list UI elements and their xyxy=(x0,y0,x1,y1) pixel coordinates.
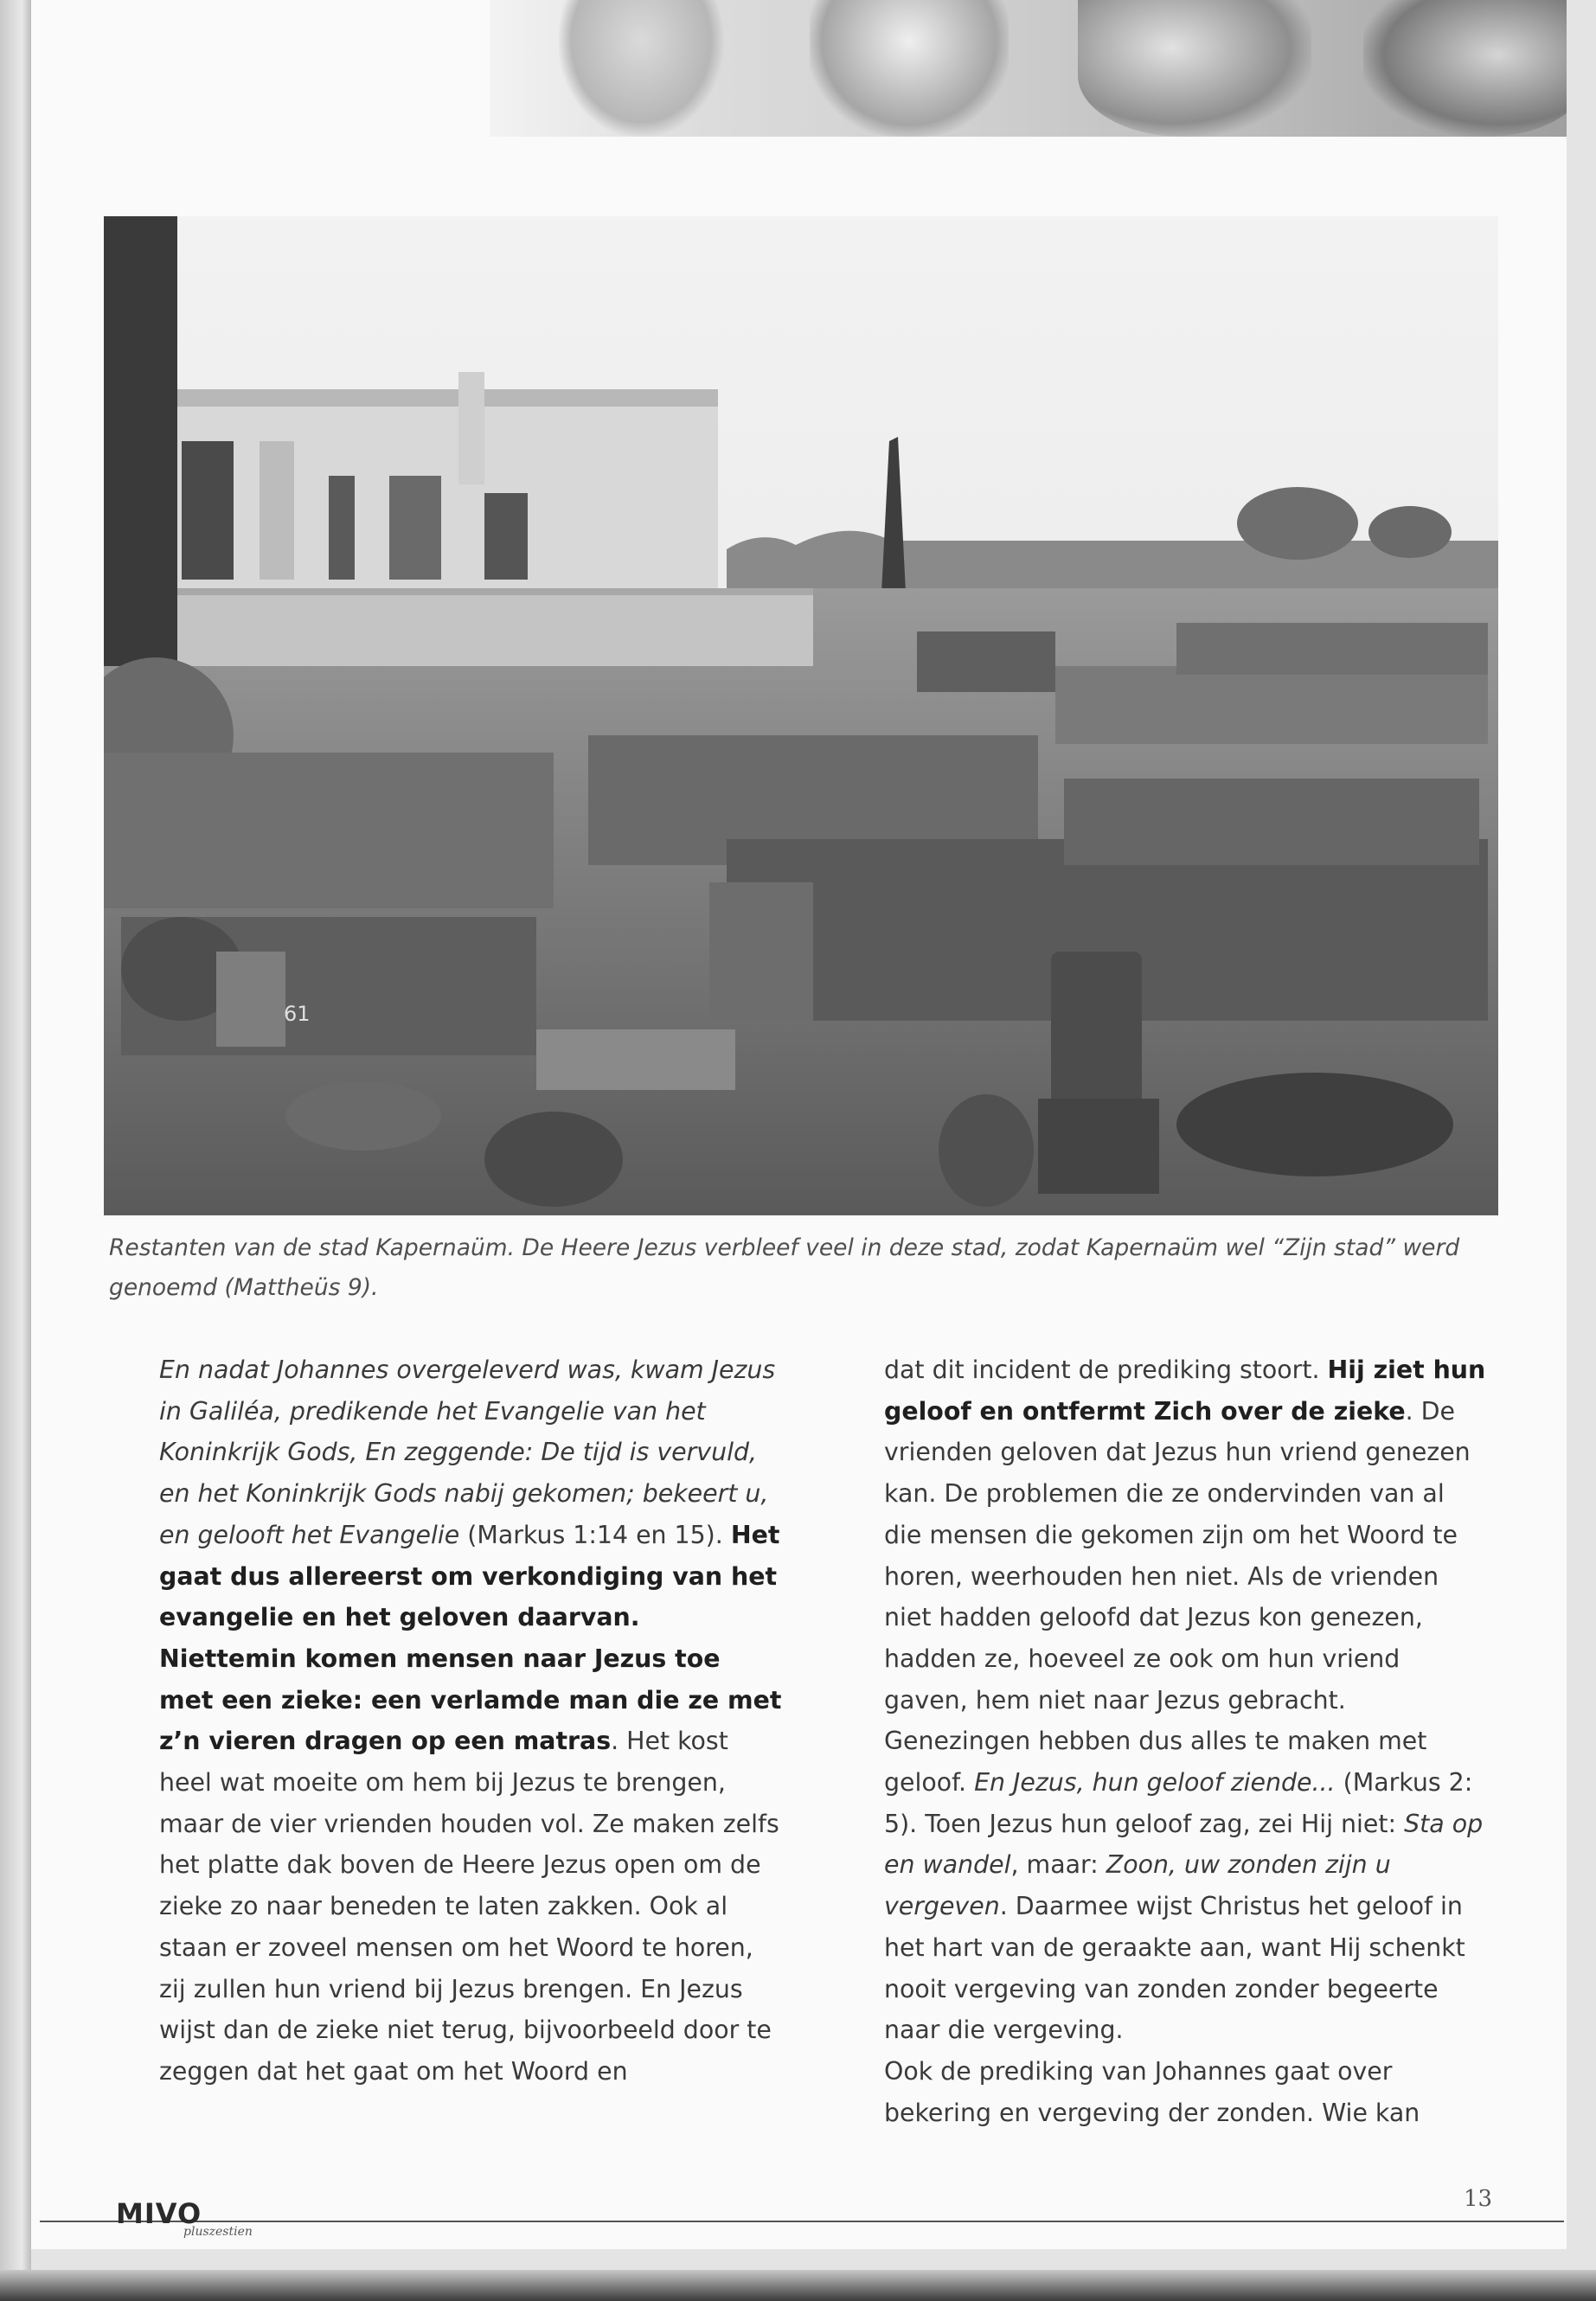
page-number: 13 xyxy=(1464,2186,1493,2212)
mivo-logo-subtitle: pluszestien xyxy=(183,2225,253,2239)
bible-reference: (Markus 2: 5). Toen Jezus hun geloof zag, zei Hij niet: xyxy=(884,1768,1473,1838)
header-portrait xyxy=(559,0,723,137)
body-text: . De vrienden geloven dat Jezus hun vriend genezen kan. De problemen die ze ondervinden van al die mensen die gekomen zijn om het Woord te horen, weerhouden hen niet. Als de vrienden niet hadden geloofd dat Jezus kon genezen, hadden ze, hoeveel ze ook om hun vriend gaven, hem niet naar Jezus gebracht. Genezingen hebben dus alles te maken met geloof. xyxy=(884,1396,1471,1798)
bible-quote: Sta op en wandel xyxy=(884,1809,1484,1880)
article-right-column xyxy=(884,1349,1490,2133)
bible-quote: Zoon, uw zonden zijn u vergeven xyxy=(884,1850,1391,1921)
page-binding-edge xyxy=(0,0,31,2301)
body-text: . Het kost heel wat moeite om hem bij Jezus te brengen, maar de vier vrienden houden vol. Ze maken zelfs het platte dak boven de Heere Jezus open om de zieke zo naar beneden te laten zakken. Ook al staan er zoveel mensen om het Woord te horen, zij zullen hun vriend bij Jezus brengen. En Jezus wijst dan de zieke niet terug, bijvoorbeeld door te zeggen dat het gaat om het Woord en xyxy=(159,1727,779,2086)
right-paragraph xyxy=(884,1349,1490,2051)
bible-quote: En Jezus, hun geloof ziende... xyxy=(974,1768,1336,1798)
body-text: dat dit incident de prediking stoort. xyxy=(884,1356,1328,1384)
header-portrait xyxy=(1363,0,1567,137)
footer-rule xyxy=(40,2221,1564,2222)
page-bottom-edge xyxy=(0,2270,1596,2301)
bible-quote: En nadat Johannes overgeleverd was, kwam Jezus in Galiléa, predikende het Evangelie van het Koninkrijk Gods, En zeggende: De tijd is vervuld, en het Koninkrijk Gods nabij gekomen; bekeert u, en gelooft het Evangelie xyxy=(159,1356,776,1549)
emphasis-text: Hij ziet hun geloof en ontfermt Zich over de zieke xyxy=(884,1356,1486,1426)
photo-caption: Restanten van de stad Kapernaüm. De Heere Jezus verbleef veel in deze stad, zodat Kapernaüm wel “Zijn stad” werd genoemd (Mattheüs 9). xyxy=(109,1234,1460,1301)
capernaum-ruins-photo xyxy=(104,216,1498,1215)
mivo-logo: MIVO xyxy=(116,2197,202,2230)
article-left-column xyxy=(159,1349,782,2093)
body-text: , maar: xyxy=(1010,1850,1106,1880)
emphasis-text: Het gaat dus allereerst om verkondiging van het evangelie en het geloven daarvan. Niettemin komen mensen naar Jezus toe met een zieke: een verlamde man die ze met z’n vieren dragen op een matras xyxy=(159,1520,782,1756)
body-text: . Daarmee wijst Christus het geloof in het hart van de geraakte aan, want Hij schenkt nooit vergeving van zonden zonder begeerte naar die vergeving. xyxy=(884,1892,1465,2045)
header-portrait xyxy=(1078,0,1311,137)
right-paragraph-2: Ook de prediking van Johannes gaat over bekering en vergeving der zonden. Wie kan xyxy=(884,2056,1420,2127)
header-portrait xyxy=(810,0,1009,137)
bible-reference: (Markus 1:14 en 15). xyxy=(467,1520,723,1549)
stone-number-label: 61 xyxy=(284,1002,311,1026)
left-paragraph xyxy=(159,1349,782,2093)
